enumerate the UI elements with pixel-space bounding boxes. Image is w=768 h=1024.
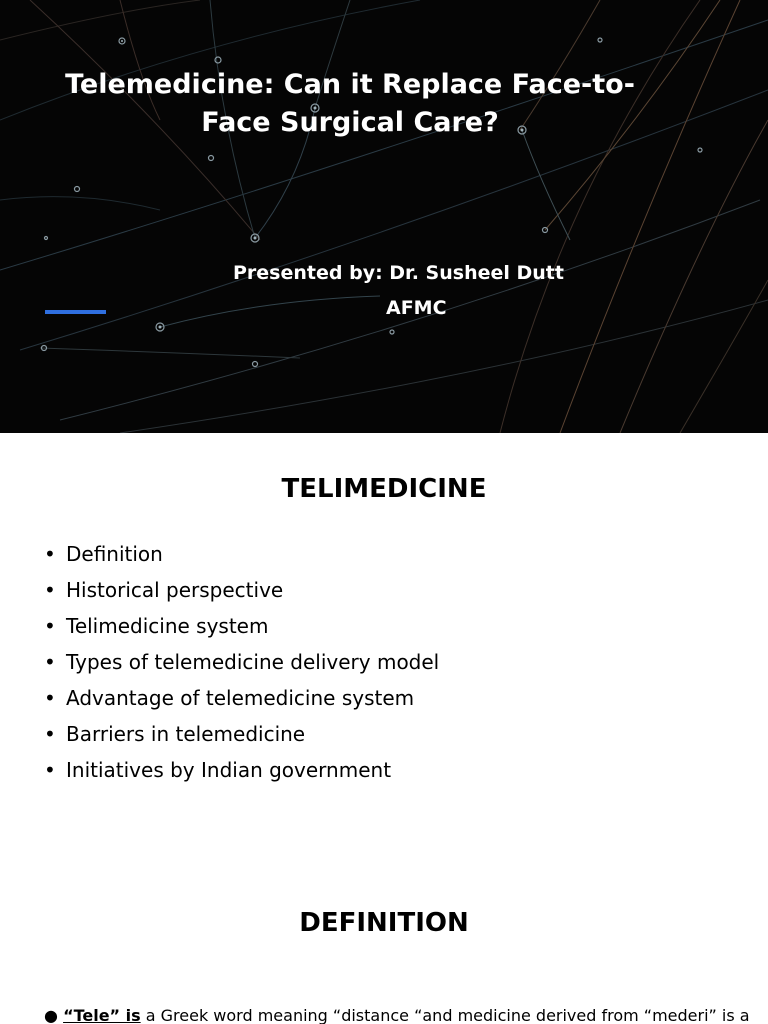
- agenda-item-label: Barriers in telemedicine: [66, 722, 306, 746]
- agenda-item-definition: [44, 536, 439, 572]
- agenda-item-historical-perspective: [44, 572, 439, 608]
- agenda-item-label: Types of telemedicine delivery model: [66, 650, 440, 674]
- definition-paragraph: [44, 1005, 750, 1024]
- agenda-item-label: Definition: [66, 542, 163, 566]
- agenda-list: [44, 536, 439, 788]
- agenda-item-label: Telimedicine system: [66, 614, 269, 638]
- organization-name: AFMC: [386, 297, 447, 319]
- bullet-icon: ●: [44, 1006, 58, 1024]
- presenter-name: Presented by: Dr. Susheel Dutt: [233, 262, 564, 284]
- agenda-item-barriers: [44, 716, 439, 752]
- agenda-item-label: Historical perspective: [66, 578, 284, 602]
- accent-bar: [45, 310, 106, 314]
- network-globe-background: [0, 0, 768, 433]
- agenda-heading: TELIMEDICINE: [281, 474, 487, 504]
- agenda-item-label: Advantage of telemedicine system: [66, 686, 415, 710]
- definition-body-text: a Greek word meaning “distance “and medicine derived from “mederi” is a: [140, 1006, 750, 1024]
- agenda-item-advantages: [44, 680, 439, 716]
- bullet-icon: •: [44, 542, 56, 566]
- definition-lead-term: “Tele” is: [63, 1006, 141, 1024]
- agenda-item-government-initiatives: [44, 752, 439, 788]
- bullet-icon: •: [44, 758, 56, 782]
- definition-heading: DEFINITION: [299, 908, 469, 938]
- definition-slide: [0, 853, 768, 1024]
- bullet-icon: •: [44, 614, 56, 638]
- bullet-icon: •: [44, 578, 56, 602]
- presentation-title: Telemedicine: Can it Replace Face-to-Face Surgical Care?: [65, 69, 635, 138]
- agenda-item-telimedicine-system: [44, 608, 439, 644]
- agenda-slide: [0, 433, 768, 853]
- agenda-item-label: Initiatives by Indian government: [66, 758, 392, 782]
- bullet-icon: •: [44, 686, 56, 710]
- bullet-icon: •: [44, 722, 56, 746]
- agenda-item-delivery-models: [44, 644, 439, 680]
- title-slide: [0, 0, 768, 433]
- bullet-icon: •: [44, 650, 56, 674]
